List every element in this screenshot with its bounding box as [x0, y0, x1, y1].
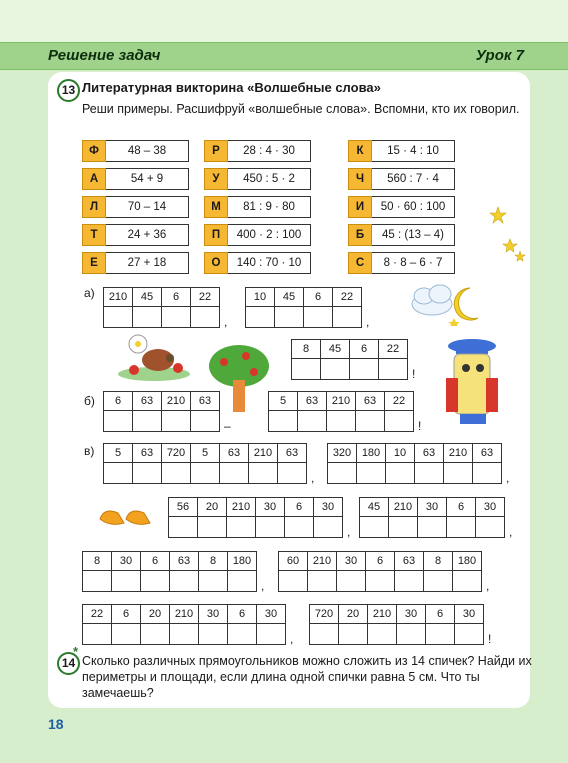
key-letter: Ф: [82, 140, 106, 162]
puzzle-answer-cell[interactable]: [308, 571, 337, 592]
puzzle-answer-cell[interactable]: [227, 517, 256, 538]
puzzle-answer-cell[interactable]: [418, 517, 447, 538]
puzzle-answer-cell[interactable]: [112, 624, 141, 645]
puzzle-answer-cell[interactable]: [328, 463, 357, 484]
puzzle-answer-cell[interactable]: [228, 571, 257, 592]
key-cell: [348, 140, 455, 162]
puzzle-answer-cell[interactable]: [473, 463, 502, 484]
puzzle-group: [103, 443, 315, 485]
key-cell: [82, 224, 189, 246]
puzzle-answer-cell[interactable]: [447, 517, 476, 538]
puzzle-group: [309, 604, 492, 646]
puzzle-answer-cell[interactable]: [83, 624, 112, 645]
puzzle-answer-cell[interactable]: [141, 571, 170, 592]
puzzle-number-cell: 210: [444, 444, 473, 463]
puzzle-grid: [327, 443, 502, 484]
puzzle-punctuation: ,: [366, 315, 370, 329]
stars-illustration: [488, 205, 528, 265]
puzzle-answer-cell[interactable]: [199, 571, 228, 592]
puzzle-answer-cell[interactable]: [321, 359, 350, 380]
puzzle-number-cell: 63: [170, 552, 199, 571]
puzzle-number-cell: 6: [228, 605, 257, 624]
exercise-14-text: Сколько различных прямоугольников можно сложить из 14 спичек? Найди их периметры и площади, если длина одной спички равна 5 см. Что ты замечаешь?: [82, 654, 532, 700]
puzzle-grid: [291, 339, 408, 380]
puzzle-answer-cell[interactable]: [249, 463, 278, 484]
puzzle-answer-cell[interactable]: [366, 571, 395, 592]
key-expression: 48 – 38: [106, 140, 189, 162]
shoes-illustration: [96, 503, 154, 529]
puzzle-number-cell: 720: [162, 444, 191, 463]
key-cell: [204, 224, 311, 246]
puzzle-number-cell: 8: [199, 552, 228, 571]
key-cell: [348, 168, 455, 190]
puzzle-answer-cell[interactable]: [112, 571, 141, 592]
character-illustration: [440, 338, 504, 430]
exercise-13-instruction: Реши примеры. Расшифруй «волшебные слова». Вспомни, кто их говорил.: [82, 102, 520, 116]
puzzle-number-cell: 20: [198, 498, 227, 517]
exercise-13-number: 13: [57, 79, 80, 102]
puzzle-answer-cell[interactable]: [415, 463, 444, 484]
puzzle-number-cell: 5: [191, 444, 220, 463]
key-expression: 140 : 70 · 10: [228, 252, 311, 274]
key-expression: 27 + 18: [106, 252, 189, 274]
puzzle-answer-cell[interactable]: [278, 463, 307, 484]
key-expression: 28 : 4 · 30: [228, 140, 311, 162]
puzzle-number-cell: 720: [310, 605, 339, 624]
puzzle-grid: [82, 551, 257, 592]
puzzle-answer-cell[interactable]: [133, 307, 162, 328]
puzzle-number-cell: 6: [285, 498, 314, 517]
puzzle-answer-cell[interactable]: [397, 624, 426, 645]
puzzle-answer-cell[interactable]: [269, 411, 298, 432]
puzzle-answer-cell[interactable]: [292, 359, 321, 380]
section-label-b: б): [84, 394, 95, 408]
puzzle-number-cell: 22: [333, 288, 362, 307]
puzzle-number-cell: 63: [191, 392, 220, 411]
puzzle-number-cell: 210: [162, 392, 191, 411]
key-expression: 15 · 4 : 10: [372, 140, 455, 162]
puzzle-number-cell: 63: [356, 392, 385, 411]
puzzle-group: [278, 551, 490, 593]
puzzle-number-cell: 22: [385, 392, 414, 411]
puzzle-answer-cell[interactable]: [389, 517, 418, 538]
puzzle-number-cell: 20: [339, 605, 368, 624]
key-expression: 81 : 9 · 80: [228, 196, 311, 218]
puzzle-group: [82, 604, 294, 646]
puzzle-group: [245, 287, 370, 329]
puzzle-punctuation: ,: [261, 579, 265, 593]
puzzle-punctuation: ,: [224, 315, 228, 329]
puzzle-punctuation: –: [224, 419, 231, 433]
puzzle-answer-cell[interactable]: [228, 624, 257, 645]
key-cell: [82, 168, 189, 190]
puzzle-grid: [103, 443, 307, 484]
puzzle-grid: [103, 287, 220, 328]
puzzle-number-cell: 20: [141, 605, 170, 624]
puzzle-answer-cell[interactable]: [356, 411, 385, 432]
puzzle-answer-cell[interactable]: [104, 411, 133, 432]
puzzle-number-cell: 8: [292, 340, 321, 359]
puzzle-number-cell: 45: [360, 498, 389, 517]
puzzle-number-cell: 320: [328, 444, 357, 463]
key-expression: 400 · 2 : 100: [228, 224, 311, 246]
puzzle-punctuation: ,: [347, 525, 351, 539]
puzzle-number-cell: 210: [249, 444, 278, 463]
puzzle-answer-cell[interactable]: [133, 411, 162, 432]
puzzle-answer-cell[interactable]: [304, 307, 333, 328]
puzzle-number-cell: 180: [228, 552, 257, 571]
section-title: Решение задач: [48, 47, 161, 64]
key-letter: О: [204, 252, 228, 274]
puzzle-number-cell: 63: [220, 444, 249, 463]
puzzle-group: [103, 287, 228, 329]
puzzle-answer-cell[interactable]: [170, 571, 199, 592]
puzzle-grid: [359, 497, 505, 538]
puzzle-number-cell: 30: [397, 605, 426, 624]
puzzle-number-cell: 45: [321, 340, 350, 359]
puzzle-number-cell: 6: [350, 340, 379, 359]
apple-tree-illustration: [206, 342, 272, 414]
puzzle-group: [103, 391, 231, 433]
puzzle-answer-cell[interactable]: [368, 624, 397, 645]
puzzle-answer-cell[interactable]: [141, 624, 170, 645]
puzzle-number-cell: 30: [418, 498, 447, 517]
key-cell: [348, 196, 455, 218]
puzzle-answer-cell[interactable]: [285, 517, 314, 538]
puzzle-punctuation: ,: [506, 471, 510, 485]
key-cell: [204, 196, 311, 218]
puzzle-grid: [82, 604, 286, 645]
puzzle-number-cell: 5: [269, 392, 298, 411]
key-cell: [82, 252, 189, 274]
puzzle-punctuation: !: [488, 632, 492, 646]
key-letter: К: [348, 140, 372, 162]
cloud-moon-illustration: [408, 282, 490, 326]
puzzle-answer-cell[interactable]: [333, 307, 362, 328]
puzzle-answer-cell[interactable]: [198, 517, 227, 538]
key-expression: 50 · 60 : 100: [372, 196, 455, 218]
key-cell: [348, 224, 455, 246]
puzzle-answer-cell[interactable]: [191, 307, 220, 328]
puzzle-punctuation: ,: [311, 471, 315, 485]
puzzle-number-cell: 63: [133, 392, 162, 411]
puzzle-answer-cell[interactable]: [350, 359, 379, 380]
puzzle-answer-cell[interactable]: [279, 571, 308, 592]
challenge-mark: *: [73, 644, 79, 659]
puzzle-number-cell: 6: [141, 552, 170, 571]
puzzle-number-cell: 6: [426, 605, 455, 624]
puzzle-number-cell: 6: [112, 605, 141, 624]
section-label-v: в): [84, 444, 95, 458]
puzzle-answer-cell[interactable]: [162, 411, 191, 432]
puzzle-group: [82, 551, 265, 593]
puzzle-group: [327, 443, 510, 485]
puzzle-number-cell: 63: [278, 444, 307, 463]
puzzle-number-cell: 30: [455, 605, 484, 624]
key-expression: 8 · 8 – 6 · 7: [372, 252, 455, 274]
key-cell: [204, 252, 311, 274]
top-strip: [0, 0, 568, 42]
key-cell: [204, 140, 311, 162]
puzzle-grid: [168, 497, 343, 538]
puzzle-number-cell: 210: [227, 498, 256, 517]
puzzle-number-cell: 30: [337, 552, 366, 571]
puzzle-answer-cell[interactable]: [83, 571, 112, 592]
key-letter: Ч: [348, 168, 372, 190]
puzzle-group: [168, 497, 351, 539]
puzzle-punctuation: !: [418, 419, 422, 433]
puzzle-number-cell: 6: [162, 288, 191, 307]
key-cell: [82, 140, 189, 162]
puzzle-punctuation: ,: [290, 632, 294, 646]
puzzle-number-cell: 8: [83, 552, 112, 571]
key-letter: Т: [82, 224, 106, 246]
puzzle-answer-cell[interactable]: [257, 624, 286, 645]
key-cell: [348, 252, 455, 274]
puzzle-answer-cell[interactable]: [246, 307, 275, 328]
key-letter: М: [204, 196, 228, 218]
puzzle-answer-cell[interactable]: [191, 463, 220, 484]
puzzle-answer-cell[interactable]: [357, 463, 386, 484]
puzzle-number-cell: 63: [473, 444, 502, 463]
key-expression: 24 + 36: [106, 224, 189, 246]
puzzle-punctuation: !: [412, 367, 416, 381]
puzzle-answer-cell[interactable]: [385, 411, 414, 432]
key-cell: [82, 196, 189, 218]
puzzle-answer-cell[interactable]: [395, 571, 424, 592]
key-letter: Б: [348, 224, 372, 246]
puzzle-answer-cell[interactable]: [424, 571, 453, 592]
puzzle-number-cell: 63: [395, 552, 424, 571]
puzzle-number-cell: 5: [104, 444, 133, 463]
puzzle-answer-cell[interactable]: [162, 463, 191, 484]
puzzle-number-cell: 63: [415, 444, 444, 463]
puzzle-number-cell: 6: [304, 288, 333, 307]
key-letter: Р: [204, 140, 228, 162]
puzzle-answer-cell[interactable]: [455, 624, 484, 645]
puzzle-number-cell: 30: [112, 552, 141, 571]
key-expression: 560 : 7 · 4: [372, 168, 455, 190]
puzzle-number-cell: 180: [453, 552, 482, 571]
puzzle-group: [268, 391, 422, 433]
key-cell: [204, 168, 311, 190]
puzzle-number-cell: 22: [191, 288, 220, 307]
puzzle-answer-cell[interactable]: [327, 411, 356, 432]
puzzle-answer-cell[interactable]: [256, 517, 285, 538]
puzzle-answer-cell[interactable]: [379, 359, 408, 380]
puzzle-number-cell: 210: [104, 288, 133, 307]
puzzle-number-cell: 30: [476, 498, 505, 517]
puzzle-punctuation: ,: [486, 579, 490, 593]
key-letter: А: [82, 168, 106, 190]
puzzle-number-cell: 30: [199, 605, 228, 624]
puzzle-number-cell: 45: [275, 288, 304, 307]
puzzle-number-cell: 8: [424, 552, 453, 571]
puzzle-number-cell: 22: [83, 605, 112, 624]
exercise-13-title: Литературная викторина «Волшебные слова»: [82, 80, 381, 95]
puzzle-answer-cell[interactable]: [453, 571, 482, 592]
puzzle-number-cell: 22: [379, 340, 408, 359]
puzzle-number-cell: 6: [366, 552, 395, 571]
puzzle-number-cell: 63: [133, 444, 162, 463]
key-letter: И: [348, 196, 372, 218]
puzzle-answer-cell[interactable]: [104, 307, 133, 328]
puzzle-answer-cell[interactable]: [298, 411, 327, 432]
puzzle-answer-cell[interactable]: [360, 517, 389, 538]
puzzle-number-cell: 63: [298, 392, 327, 411]
key-letter: Е: [82, 252, 106, 274]
puzzle-number-cell: 180: [357, 444, 386, 463]
puzzle-number-cell: 60: [279, 552, 308, 571]
lesson-title: Урок 7: [475, 47, 524, 64]
puzzle-number-cell: 10: [386, 444, 415, 463]
puzzle-answer-cell[interactable]: [220, 463, 249, 484]
puzzle-answer-cell[interactable]: [162, 307, 191, 328]
puzzle-grid: [268, 391, 414, 432]
section-label-a: а): [84, 286, 95, 300]
puzzle-grid: [103, 391, 220, 432]
puzzle-answer-cell[interactable]: [199, 624, 228, 645]
puzzle-number-cell: 56: [169, 498, 198, 517]
puzzle-punctuation: ,: [509, 525, 513, 539]
puzzle-grid: [245, 287, 362, 328]
puzzle-number-cell: 210: [327, 392, 356, 411]
puzzle-answer-cell[interactable]: [169, 517, 198, 538]
header-bar: [0, 42, 568, 70]
puzzle-answer-cell[interactable]: [476, 517, 505, 538]
puzzle-answer-cell[interactable]: [314, 517, 343, 538]
key-letter: С: [348, 252, 372, 274]
page-number: 18: [48, 716, 64, 732]
hedgehog-illustration: [114, 330, 192, 382]
puzzle-answer-cell[interactable]: [133, 463, 162, 484]
key-letter: У: [204, 168, 228, 190]
puzzle-number-cell: 30: [314, 498, 343, 517]
key-expression: 70 – 14: [106, 196, 189, 218]
puzzle-number-cell: 45: [133, 288, 162, 307]
puzzle-answer-cell[interactable]: [337, 571, 366, 592]
puzzle-grid: [309, 604, 484, 645]
key-expression: 450 : 5 · 2: [228, 168, 311, 190]
puzzle-answer-cell[interactable]: [444, 463, 473, 484]
puzzle-group: [291, 339, 416, 381]
puzzle-answer-cell[interactable]: [104, 463, 133, 484]
puzzle-number-cell: 6: [104, 392, 133, 411]
puzzle-answer-cell[interactable]: [170, 624, 199, 645]
puzzle-number-cell: 30: [257, 605, 286, 624]
puzzle-number-cell: 210: [170, 605, 199, 624]
puzzle-answer-cell[interactable]: [426, 624, 455, 645]
puzzle-answer-cell[interactable]: [386, 463, 415, 484]
key-letter: П: [204, 224, 228, 246]
key-expression: 45 : (13 – 4): [372, 224, 455, 246]
key-letter: Л: [82, 196, 106, 218]
puzzle-number-cell: 10: [246, 288, 275, 307]
puzzle-answer-cell[interactable]: [339, 624, 368, 645]
puzzle-group: [359, 497, 513, 539]
puzzle-number-cell: 6: [447, 498, 476, 517]
puzzle-number-cell: 210: [389, 498, 418, 517]
exercise-14-number: 14: [57, 652, 80, 675]
puzzle-grid: [278, 551, 482, 592]
puzzle-number-cell: 210: [368, 605, 397, 624]
puzzle-answer-cell[interactable]: [275, 307, 304, 328]
puzzle-number-cell: 210: [308, 552, 337, 571]
puzzle-number-cell: 30: [256, 498, 285, 517]
key-expression: 54 + 9: [106, 168, 189, 190]
puzzle-answer-cell[interactable]: [310, 624, 339, 645]
